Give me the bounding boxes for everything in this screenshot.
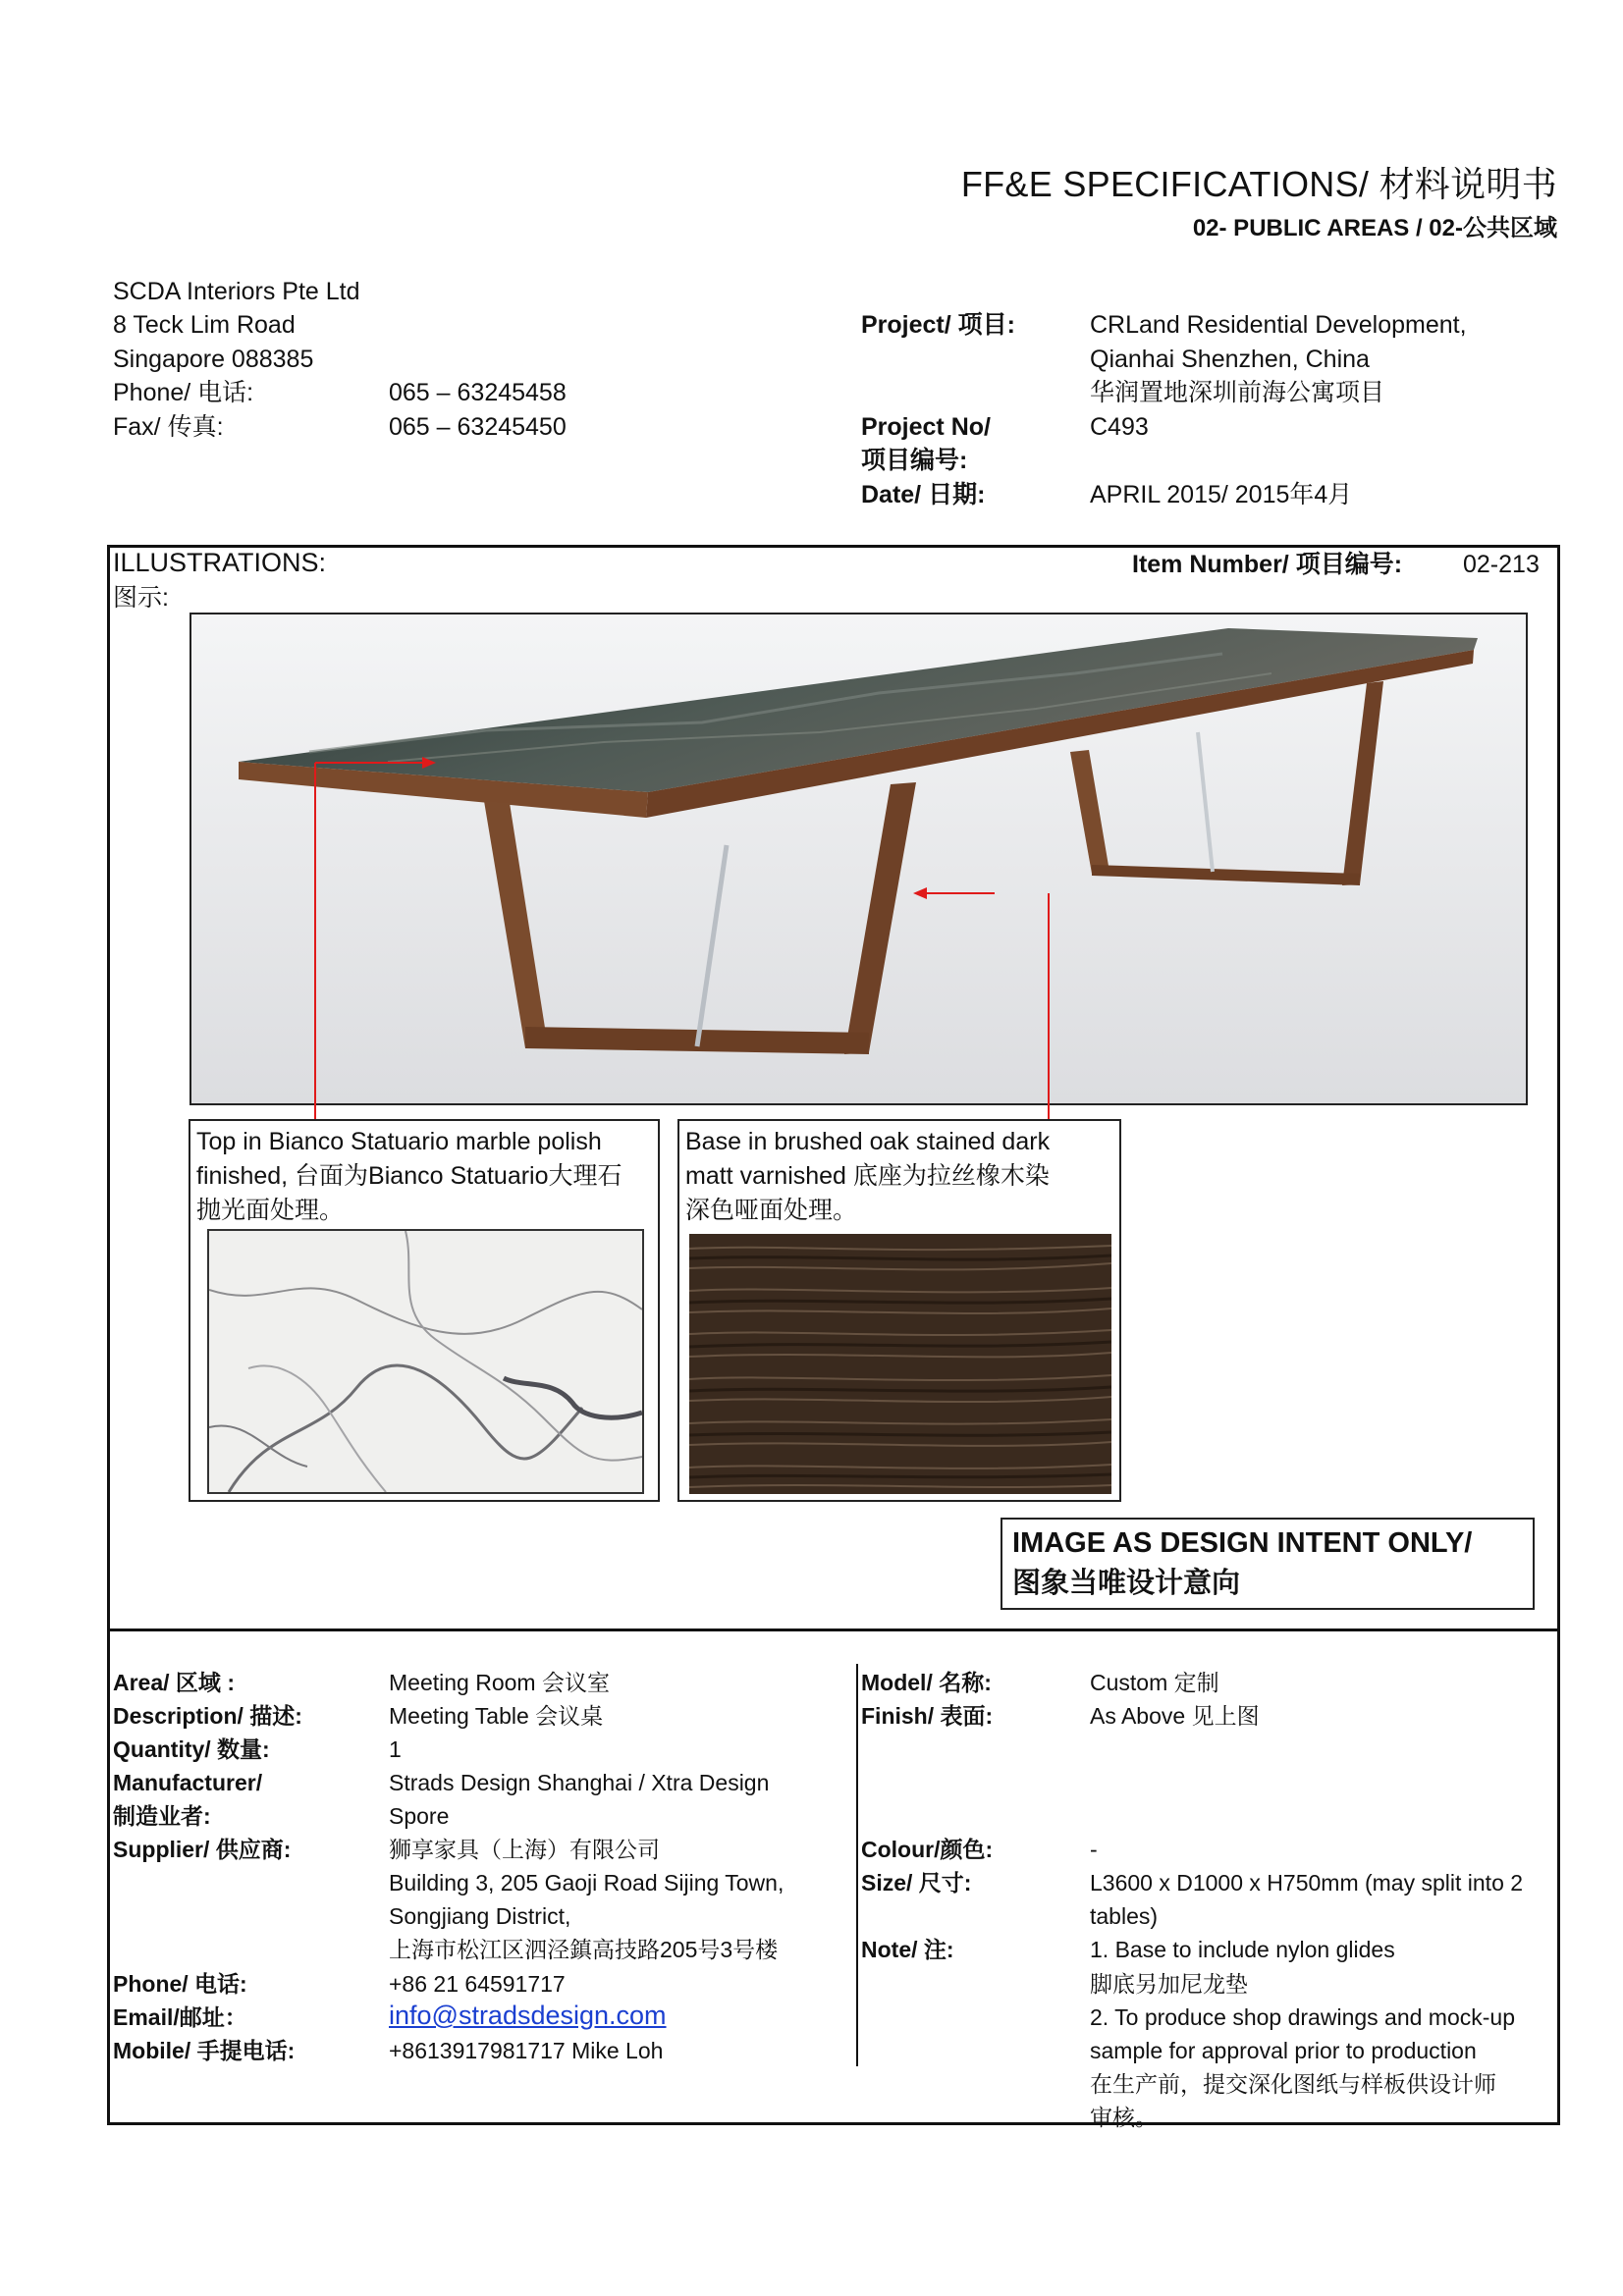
- finish-value: As Above 见上图: [1090, 1703, 1260, 1729]
- manufacturer-label-cn: 制造业者:: [113, 1803, 211, 1829]
- illustrations-heading: ILLUSTRATIONS:: [113, 548, 327, 577]
- supplier-line4: 上海市松江区泗泾鎮高技路205号3号楼: [389, 1937, 779, 1962]
- base-material-caption: [679, 1121, 1119, 1232]
- supplier-line1: 狮享家具（上海）有限公司: [389, 1837, 660, 1862]
- base-caption-line1: Base in brushed oak stained dark: [685, 1128, 1051, 1155]
- supplier-label: Supplier/ 供应商:: [113, 1837, 292, 1862]
- size-line1: L3600 x D1000 x H750mm (may split into 2: [1090, 1870, 1524, 1896]
- project-line2: Qianhai Shenzhen, China: [1090, 346, 1370, 373]
- note-line4: sample for approval prior to production: [1090, 2038, 1477, 2063]
- email-link[interactable]: info@stradsdesign.com: [389, 2001, 667, 2030]
- note-line2: 脚底另加尼龙垫: [1090, 1971, 1248, 1997]
- base-callout-arrow: [913, 887, 1049, 1119]
- project-line3: 华润置地深圳前海公寓项目: [1090, 379, 1385, 406]
- project-number-label-cn: 项目编号:: [861, 447, 968, 474]
- mobile-value: +8613917981717 Mike Loh: [389, 2038, 664, 2063]
- project-number: C493: [1090, 413, 1149, 441]
- top-caption-line2: finished, 台面为Bianco Statuario大理石: [196, 1162, 622, 1190]
- manufacturer-line1: Strads Design Shanghai / Xtra Design: [389, 1770, 770, 1795]
- project-number-label: Project No/: [861, 413, 991, 441]
- supplier-line2: Building 3, 205 Gaoji Road Sijing Town,: [389, 1870, 784, 1896]
- base-caption-line3: 深色哑面处理。: [685, 1197, 858, 1224]
- finish-label: Finish/ 表面:: [861, 1703, 994, 1729]
- company-name: SCDA Interiors Pte Ltd: [113, 278, 360, 305]
- oak-swatch: [689, 1234, 1111, 1494]
- design-intent-line2: 图象当唯设计意向: [1012, 1568, 1241, 1599]
- marble-texture: [209, 1231, 642, 1492]
- manufacturer-line2: Spore: [389, 1803, 450, 1829]
- description-label: Description/ 描述:: [113, 1703, 302, 1729]
- description-value: Meeting Table 会议桌: [389, 1703, 604, 1729]
- top-callout-arrow: [315, 757, 436, 1119]
- size-line2: tables): [1090, 1903, 1159, 1929]
- colour-value: -: [1090, 1837, 1098, 1862]
- oak-texture: [689, 1234, 1111, 1494]
- note-label: Note/ 注:: [861, 1937, 954, 1962]
- company-address-line2: Singapore 088385: [113, 346, 314, 373]
- email-wrap: [389, 1999, 667, 2033]
- supplier-phone-label: Phone/ 电话:: [113, 1971, 247, 1997]
- note-line6: 审核。: [1090, 2105, 1158, 2130]
- note-line1: 1. Base to include nylon glides: [1090, 1937, 1395, 1962]
- mobile-label: Mobile/ 手提电话:: [113, 2038, 296, 2063]
- manufacturer-label: Manufacturer/: [113, 1770, 263, 1795]
- email-label: Email/邮址：: [113, 2004, 247, 2030]
- top-caption-line3: 抛光面处理。: [196, 1197, 345, 1224]
- model-value: Custom 定制: [1090, 1670, 1219, 1695]
- company-phone-label: Phone/ 电话:: [113, 379, 254, 406]
- design-intent-note: [1001, 1518, 1535, 1610]
- top-material-card: [189, 1119, 660, 1502]
- company-phone: 065 – 63245458: [389, 379, 567, 406]
- illustrations-heading-cn: 图示:: [113, 584, 169, 612]
- size-label: Size/ 尺寸:: [861, 1870, 972, 1896]
- supplier-line3: Songjiang District,: [389, 1903, 571, 1929]
- company-fax-label: Fax/ 传真:: [113, 413, 224, 441]
- marble-swatch: [207, 1229, 644, 1494]
- item-number: 02-213: [1463, 551, 1540, 578]
- quantity-value: 1: [389, 1736, 402, 1762]
- top-material-caption: [190, 1121, 658, 1232]
- colour-label: Colour/颜色:: [861, 1837, 994, 1862]
- model-label: Model/ 名称:: [861, 1670, 992, 1695]
- supplier-phone: +86 21 64591717: [389, 1971, 566, 1997]
- document-subtitle: 02- PUBLIC AREAS / 02-公共区域: [1192, 215, 1557, 241]
- column-divider: [856, 1664, 858, 2066]
- item-number-label: Item Number/ 项目编号:: [1132, 551, 1403, 578]
- top-caption-line1: Top in Bianco Statuario marble polish: [196, 1128, 602, 1155]
- project-line1: CRLand Residential Development,: [1090, 311, 1467, 339]
- design-intent-line1: IMAGE AS DESIGN INTENT ONLY/: [1012, 1527, 1473, 1559]
- company-address-line1: 8 Teck Lim Road: [113, 311, 296, 339]
- area-label: Area/ 区域 :: [113, 1670, 235, 1695]
- area-value: Meeting Room 会议室: [389, 1670, 610, 1695]
- date-label: Date/ 日期:: [861, 481, 986, 508]
- project-label: Project/ 项目:: [861, 311, 1015, 339]
- document-title: FF&E SPECIFICATIONS/ 材料说明书: [960, 164, 1557, 204]
- quantity-label: Quantity/ 数量:: [113, 1736, 270, 1762]
- note-line3: 2. To produce shop drawings and mock-up: [1090, 2004, 1516, 2030]
- note-line5: 在生产前，提交深化图纸与样板供设计师: [1090, 2071, 1496, 2097]
- company-fax: 065 – 63245450: [389, 413, 567, 441]
- base-caption-line2: matt varnished 底座为拉丝橡木染: [685, 1162, 1050, 1190]
- date-value: APRIL 2015/ 2015年4月: [1090, 481, 1353, 508]
- base-material-card: [677, 1119, 1121, 1502]
